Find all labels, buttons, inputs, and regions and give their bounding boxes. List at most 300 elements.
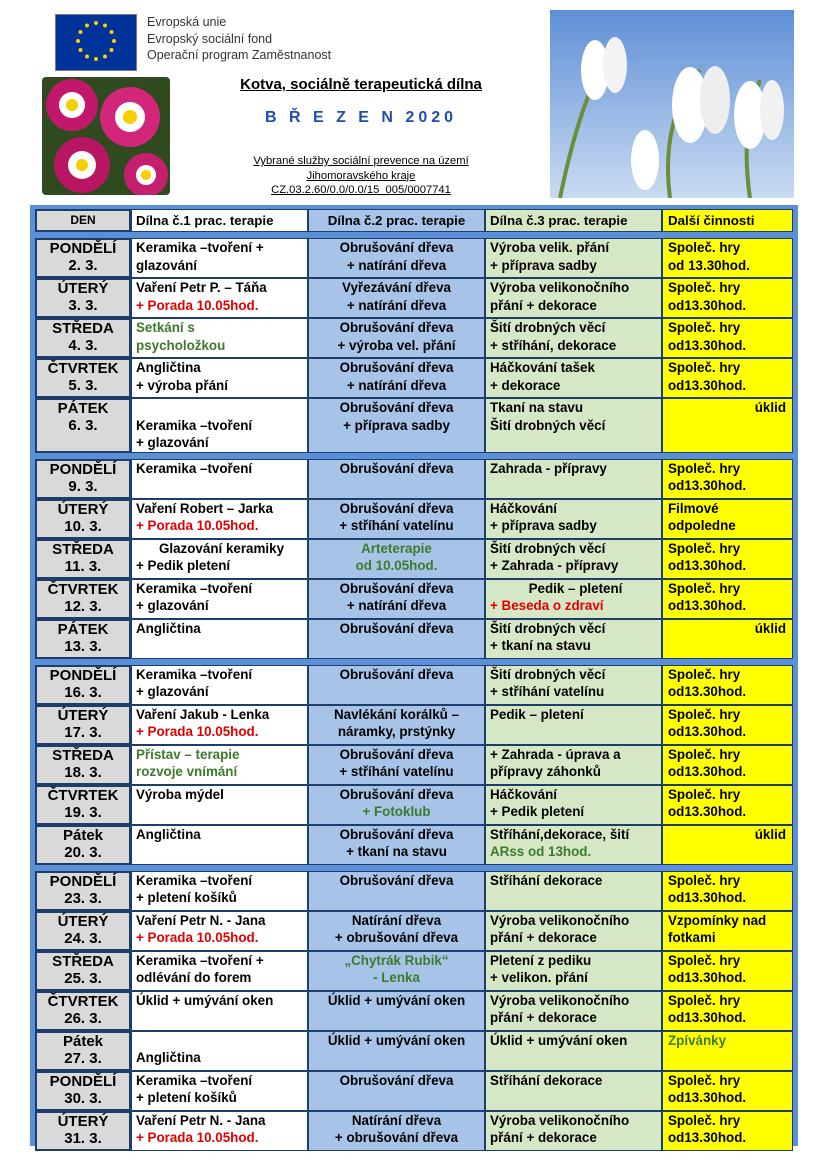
activity-line: ARss od 13hod.	[490, 844, 592, 859]
day-name: STŘEDA	[52, 320, 114, 337]
schedule-row	[35, 1031, 793, 1071]
activity-cell-c1	[131, 398, 308, 453]
day-date: 30. 3.	[64, 1089, 102, 1107]
day-cell	[35, 1111, 131, 1151]
activity-line: + Porada 10.05hod.	[136, 1130, 259, 1145]
snowdrop-photo	[550, 10, 794, 198]
schedule-row	[35, 579, 793, 619]
activity-cell-c4	[662, 825, 793, 865]
activity-line: od13.30hod.	[668, 558, 747, 573]
activity-cell-c3	[485, 951, 662, 991]
activity-line: Společ. hry	[668, 992, 741, 1008]
column-header: DEN	[35, 209, 131, 232]
activity-cell-c3	[485, 278, 662, 318]
activity-line: + výroba přání	[136, 377, 228, 393]
activity-line: Úklid + umývání oken	[327, 1032, 466, 1048]
day-date: 12. 3.	[64, 597, 102, 615]
activity-line: „Chytrák Rubik“	[344, 952, 449, 968]
day-date: 17. 3.	[64, 723, 102, 741]
activity-line: + stříhání vatelínu	[490, 684, 605, 699]
schedule-row	[35, 745, 793, 785]
schedule-row	[35, 459, 793, 499]
activity-line: Výroba mýdel	[136, 786, 224, 802]
activity-line: od13.30hod.	[668, 1090, 747, 1105]
activity-line: rozvoje vnímání	[136, 764, 238, 779]
day-date: 23. 3.	[64, 889, 102, 907]
activity-line: Tkaní na stavu	[490, 400, 584, 415]
activity-line: Keramika –tvoření +	[136, 240, 264, 255]
day-cell	[35, 991, 131, 1031]
eu-line: Operační program Zaměstnanost	[147, 48, 332, 62]
activity-line: Šití drobných věcí	[490, 320, 606, 335]
activity-line: úklid	[754, 400, 786, 415]
day-date: 10. 3.	[64, 517, 102, 535]
activity-cell-c3	[485, 665, 662, 705]
activity-line: přání + dekorace	[490, 297, 597, 313]
activity-cell-c2	[308, 991, 485, 1031]
activity-cell-c4	[662, 991, 793, 1031]
activity-cell-c4	[662, 539, 793, 579]
activity-line: + pletení košíků	[136, 890, 237, 905]
schedule-row	[35, 238, 793, 278]
activity-cell-c2	[308, 539, 485, 579]
activity-line: Vaření Jakub - Lenka	[136, 706, 270, 722]
schedule-row	[35, 705, 793, 745]
activity-cell-c1	[131, 871, 308, 911]
activity-line: náramky, prstýnky	[337, 724, 456, 739]
activity-line: od13.30hod.	[668, 377, 747, 393]
day-name: ÚTERÝ	[57, 1112, 109, 1130]
activity-line: Stříhání,dekorace, šití	[490, 826, 630, 842]
activity-line: + výroba vel. přání	[337, 337, 456, 353]
activity-cell-c2	[308, 745, 485, 785]
activity-cell-c1	[131, 579, 308, 619]
day-date: 24. 3.	[64, 929, 102, 947]
day-cell	[35, 619, 131, 659]
activity-line: + Beseda o zdraví	[490, 598, 604, 613]
activity-cell-c2	[308, 1071, 485, 1111]
activity-line: Angličtina	[136, 620, 201, 636]
activity-cell-c4	[662, 1071, 793, 1111]
day-name: PONDĚLÍ	[49, 872, 117, 890]
activity-line: Keramika –tvoření	[136, 460, 253, 476]
activity-line: Glazování keramiky	[158, 540, 285, 556]
activity-cell-c3	[485, 825, 662, 865]
day-name: PÁTEK	[57, 620, 109, 638]
activity-cell-c3	[485, 745, 662, 785]
activity-cell-c2	[308, 705, 485, 745]
activity-line: Angličtina	[136, 826, 201, 842]
activity-cell-c3	[485, 318, 662, 358]
activity-line: přání + dekorace	[490, 1130, 597, 1145]
day-cell	[35, 318, 131, 358]
activity-cell-c2	[308, 1111, 485, 1151]
day-name: PONDĚLÍ	[49, 240, 117, 257]
activity-line: + příprava sadby	[490, 257, 597, 273]
activity-line: Pedik – pletení	[528, 580, 623, 596]
activity-line: + Zahrada - úprava a	[490, 746, 621, 762]
eu-funding-text	[147, 14, 331, 64]
day-cell	[35, 579, 131, 619]
activity-cell-c2	[308, 278, 485, 318]
activity-line: Keramika –tvoření	[136, 666, 253, 682]
eu-flag-logo	[55, 14, 137, 71]
activity-cell-c1	[131, 745, 308, 785]
activity-line: + Porada 10.05hod.	[136, 297, 259, 313]
activity-cell-c2	[308, 398, 485, 453]
activity-line: Zpívánky	[668, 1032, 727, 1048]
activity-line: od13.30hod.	[668, 297, 747, 313]
schedule-row	[35, 951, 793, 991]
activity-cell-c2	[308, 871, 485, 911]
activity-line: Výroba velikonočního	[490, 992, 630, 1008]
activity-line: od13.30hod.	[668, 890, 747, 905]
activity-cell-c1	[131, 665, 308, 705]
activity-line: přípravy záhonků	[490, 764, 601, 779]
schedule-row	[35, 499, 793, 539]
schedule-row	[35, 539, 793, 579]
day-name: Pátek	[62, 826, 104, 844]
activity-cell-c1	[131, 619, 308, 659]
day-name: ČTVRTEK	[47, 360, 119, 377]
activity-cell-c4	[662, 398, 793, 453]
activity-line: Obrušování dřeva	[339, 826, 454, 842]
day-name: ÚTERÝ	[57, 706, 109, 724]
schedule-row	[35, 358, 793, 398]
activity-line: Keramika –tvoření	[136, 872, 253, 888]
day-cell	[35, 911, 131, 951]
activity-line: od13.30hod.	[668, 1010, 747, 1025]
activity-cell-c3	[485, 1071, 662, 1111]
activity-line: + příprava sadby	[490, 518, 597, 533]
activity-line: Úklid + umývání oken	[327, 992, 466, 1008]
activity-line: Obrušování dřeva	[339, 400, 454, 415]
activity-cell-c3	[485, 398, 662, 453]
month-title: B Ř E Z E N 2020	[264, 109, 458, 126]
activity-line: Úklid + umývání oken	[136, 992, 274, 1008]
activity-cell-c3	[485, 705, 662, 745]
activity-cell-c3	[485, 358, 662, 398]
activity-line: Obrušování dřeva	[339, 620, 454, 636]
activity-line: Filmové	[668, 500, 719, 516]
day-date: 18. 3.	[64, 763, 102, 781]
day-cell	[35, 705, 131, 745]
activity-cell-c1	[131, 785, 308, 825]
activity-line: Obrušování dřeva	[339, 1072, 454, 1088]
day-cell	[35, 398, 131, 453]
schedule-row	[35, 278, 793, 318]
activity-line: Keramika –tvoření +	[136, 952, 264, 968]
activity-line: Obrušování dřeva	[339, 500, 454, 516]
activity-cell-c2	[308, 665, 485, 705]
day-name: STŘEDA	[52, 746, 114, 764]
activity-line: + Zahrada - přípravy	[490, 558, 619, 573]
activity-line: Keramika –tvoření	[136, 580, 253, 596]
eu-line: Evropská unie	[147, 15, 227, 29]
activity-cell-c4	[662, 459, 793, 499]
activity-line: Stříhání dekorace	[490, 872, 603, 888]
activity-cell-c4	[662, 278, 793, 318]
activity-line: - Lenka	[373, 970, 420, 985]
activity-line: + příprava sadby	[343, 417, 450, 433]
day-name: PONDĚLÍ	[49, 1072, 117, 1090]
day-cell	[35, 1031, 131, 1071]
activity-line: Výroba velikonočního	[490, 912, 630, 928]
activity-cell-c2	[308, 499, 485, 539]
activity-line: Společ. hry	[668, 952, 741, 968]
activity-cell-c4	[662, 871, 793, 911]
activity-line: od13.30hod.	[668, 1130, 747, 1145]
activity-line: Obrušování dřeva	[339, 666, 454, 682]
activity-cell-c3	[485, 459, 662, 499]
activity-line: Společ. hry	[668, 746, 741, 762]
activity-line: + Fotoklub	[362, 804, 431, 819]
activity-line: Háčkování tašek	[490, 360, 595, 375]
activity-cell-c3	[485, 911, 662, 951]
activity-cell-c4	[662, 499, 793, 539]
activity-cell-c2	[308, 358, 485, 398]
activity-line: od13.30hod.	[668, 337, 747, 353]
activity-line: + tkaní na stavu	[346, 844, 447, 859]
schedule-row	[35, 871, 793, 911]
schedule-row	[35, 1111, 793, 1151]
activity-line: Zahrada - přípravy	[490, 460, 607, 476]
activity-line: Keramika –tvoření	[136, 1072, 253, 1088]
day-date: 16. 3.	[64, 683, 102, 701]
activity-line: Obrušování dřeva	[339, 786, 454, 802]
activity-line: od 13.30hod.	[668, 257, 750, 273]
day-name: PONDĚLÍ	[49, 460, 117, 478]
activity-cell-c4	[662, 665, 793, 705]
activity-line: úklid	[754, 620, 786, 636]
activity-line: od 10.05hod.	[355, 558, 438, 573]
activity-line	[136, 1032, 307, 1050]
day-cell	[35, 745, 131, 785]
activity-line: od13.30hod.	[668, 804, 747, 819]
activity-line: Arteterapie	[361, 540, 432, 556]
day-cell	[35, 499, 131, 539]
day-name: PÁTEK	[57, 400, 109, 417]
activity-line: + stříhání vatelínu	[339, 764, 454, 779]
activity-line: Vzpomínky nad	[668, 912, 767, 928]
activity-line: Výroba velik. přání	[490, 240, 610, 255]
activity-line: Vaření Robert – Jarka	[136, 500, 273, 516]
day-date: 20. 3.	[64, 843, 102, 861]
day-name: PONDĚLÍ	[49, 666, 117, 684]
activity-line: + stříhání, dekorace	[490, 337, 617, 353]
activity-line: + obrušování dřeva	[334, 930, 459, 945]
activity-cell-c4	[662, 911, 793, 951]
activity-line: + natírání dřeva	[346, 257, 447, 273]
activity-line: Obrušování dřeva	[339, 746, 454, 762]
activity-cell-c2	[308, 825, 485, 865]
activity-line: Angličtina	[136, 360, 201, 375]
activity-line: od13.30hod.	[668, 478, 747, 493]
activity-cell-c1	[131, 705, 308, 745]
activity-line: přání + dekorace	[490, 1010, 597, 1025]
activity-line: + natírání dřeva	[346, 598, 447, 613]
column-header: Dílna č.3 prac. terapie	[485, 209, 662, 232]
activity-line: + stříhání vatelínu	[339, 518, 454, 533]
activity-cell-c3	[485, 871, 662, 911]
activity-line: fotkami	[668, 930, 716, 945]
activity-line: Háčkování	[490, 500, 557, 516]
activity-line: Společ. hry	[668, 280, 741, 295]
activity-line: + Pedik pletení	[136, 558, 231, 573]
activity-cell-c4	[662, 1031, 793, 1071]
activity-line: Výroba velikonočního	[490, 280, 630, 295]
eu-line: Evropský sociální fond	[147, 31, 273, 46]
activity-line: Společ. hry	[668, 240, 741, 255]
activity-line: + glazování	[136, 684, 209, 699]
activity-cell-c4	[662, 705, 793, 745]
activity-cell-c2	[308, 318, 485, 358]
day-cell	[35, 459, 131, 499]
day-name: ÚTERÝ	[57, 912, 109, 930]
activity-line: Obrušování dřeva	[339, 460, 454, 476]
activity-cell-c3	[485, 785, 662, 825]
day-date: 31. 3.	[64, 1129, 102, 1147]
activity-cell-c1	[131, 951, 308, 991]
activity-line: + velikon. přání	[490, 970, 588, 985]
day-cell	[35, 358, 131, 398]
day-cell	[35, 539, 131, 579]
day-date: 26. 3.	[64, 1009, 102, 1027]
activity-cell-c1	[131, 1071, 308, 1111]
primrose-photo	[42, 77, 170, 195]
activity-cell-c2	[308, 911, 485, 951]
day-cell	[35, 825, 131, 865]
activity-cell-c4	[662, 785, 793, 825]
schedule-row	[35, 665, 793, 705]
activity-line: Šití drobných věcí	[490, 666, 606, 682]
activity-line: od13.30hod.	[668, 684, 747, 699]
day-name: ČTVRTEK	[47, 992, 119, 1010]
activity-cell-c4	[662, 358, 793, 398]
activity-cell-c4	[662, 1111, 793, 1151]
day-date: 19. 3.	[64, 803, 102, 821]
schedule-row	[35, 398, 793, 453]
activity-line: Přístav – terapie	[136, 746, 240, 762]
activity-line: Společ. hry	[668, 580, 741, 596]
day-cell	[35, 785, 131, 825]
day-date: 4. 3.	[68, 337, 98, 354]
activity-cell-c2	[308, 579, 485, 619]
activity-line: přání + dekorace	[490, 930, 597, 945]
activity-line: Natírání dřeva	[351, 912, 442, 928]
activity-line: Pedik – pletení	[490, 706, 584, 722]
activity-line: Vaření Petr P. – Táňa	[136, 280, 267, 295]
activity-cell-c4	[662, 745, 793, 785]
activity-cell-c4	[662, 238, 793, 278]
schedule-grid	[35, 209, 793, 1151]
schedule-row	[35, 1071, 793, 1111]
activity-line: úklid	[754, 826, 786, 842]
day-name: Pátek	[62, 1032, 104, 1050]
activity-cell-c2	[308, 619, 485, 659]
activity-line: Úklid + umývání oken	[490, 1032, 628, 1048]
activity-line: Setkání s	[136, 320, 195, 335]
activity-line: + obrušování dřeva	[334, 1130, 459, 1145]
activity-cell-c3	[485, 238, 662, 278]
activity-line: + Porada 10.05hod.	[136, 930, 259, 945]
activity-line: Vaření Petr N. - Jana	[136, 1112, 266, 1128]
activity-line: + dekorace	[490, 377, 561, 393]
activity-line: Společ. hry	[668, 786, 741, 802]
day-name: ÚTERÝ	[57, 280, 109, 297]
column-header: Dílna č.2 prac. terapie	[308, 209, 485, 232]
activity-line: Keramika –tvoření	[136, 417, 253, 433]
schedule-row	[35, 619, 793, 659]
activity-cell-c4	[662, 619, 793, 659]
activity-line: glazování	[136, 257, 198, 273]
activity-line: Společ. hry	[668, 1072, 741, 1088]
column-header: Dílna č.1 prac. terapie	[131, 209, 308, 232]
activity-line: Obrušování dřeva	[339, 320, 454, 335]
activity-line: od13.30hod.	[668, 598, 747, 613]
activity-cell-c3	[485, 539, 662, 579]
activity-line: Šití drobných věcí	[490, 620, 606, 636]
activity-cell-c1	[131, 825, 308, 865]
schedule-row	[35, 785, 793, 825]
activity-line: psycholožkou	[136, 337, 226, 353]
column-header: Další činnosti	[662, 209, 793, 232]
activity-line: Pletení z pediku	[490, 952, 592, 968]
day-cell	[35, 871, 131, 911]
activity-cell-c3	[485, 499, 662, 539]
activity-line: od13.30hod.	[668, 724, 747, 739]
activity-line: Natírání dřeva	[351, 1112, 442, 1128]
day-name: ČTVRTEK	[47, 786, 119, 804]
activity-line	[136, 399, 307, 417]
activity-cell-c1	[131, 499, 308, 539]
activity-cell-c1	[131, 539, 308, 579]
activity-line: Šití drobných věcí	[490, 540, 606, 556]
org-title: Kotva, sociálně terapeutická dílna	[240, 76, 482, 93]
day-date: 13. 3.	[64, 637, 102, 655]
activity-cell-c1	[131, 459, 308, 499]
activity-cell-c2	[308, 238, 485, 278]
activity-line: Vaření Petr N. - Jana	[136, 912, 266, 928]
activity-cell-c1	[131, 1031, 308, 1071]
day-date: 11. 3.	[64, 557, 102, 575]
activity-cell-c1	[131, 358, 308, 398]
activity-line: Společ. hry	[668, 706, 741, 722]
day-date: 27. 3.	[64, 1049, 102, 1067]
activity-line: Šití drobných věcí	[490, 417, 606, 433]
day-cell	[35, 278, 131, 318]
day-name: STŘEDA	[52, 540, 114, 558]
activity-line: + Pedik pletení	[490, 804, 585, 819]
program-subtitle	[170, 154, 552, 198]
activity-cell-c1	[131, 911, 308, 951]
day-name: STŘEDA	[52, 952, 114, 970]
day-date: 9. 3.	[68, 477, 98, 495]
day-name: ČTVRTEK	[47, 580, 119, 598]
activity-line: + Porada 10.05hod.	[136, 724, 259, 739]
activity-line: Společ. hry	[668, 872, 741, 888]
activity-line: Angličtina	[136, 1050, 201, 1065]
activity-cell-c1	[131, 991, 308, 1031]
schedule-row	[35, 318, 793, 358]
activity-line: Obrušování dřeva	[339, 872, 454, 888]
activity-cell-c1	[131, 278, 308, 318]
activity-cell-c4	[662, 951, 793, 991]
activity-line: + tkaní na stavu	[490, 638, 591, 653]
activity-line: Obrušování dřeva	[339, 360, 454, 375]
subtitle-line: Jihomoravského kraje	[306, 169, 416, 182]
activity-cell-c3	[485, 991, 662, 1031]
